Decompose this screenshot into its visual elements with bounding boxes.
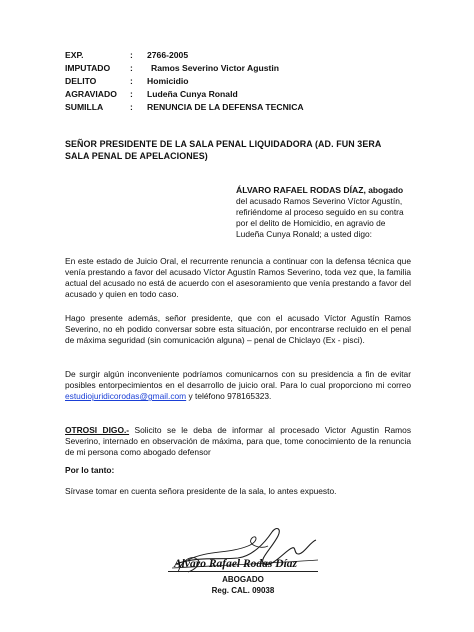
stamp-name: Alvaro Rafael Rodas Díaz	[174, 558, 297, 570]
intro-block	[236, 185, 412, 240]
intro-line-3: refiriéndome al proceso seguido en su contra	[236, 207, 404, 218]
lawyer-name: ÁLVARO RAFAEL RODAS DÍAZ,	[236, 185, 366, 195]
paragraph-contacto	[65, 369, 411, 402]
stamp-registration: Reg. CAL. 09038	[211, 586, 275, 595]
header-key: AGRAVIADO	[65, 89, 117, 99]
header-colon: :	[130, 63, 133, 73]
addressee-title	[65, 138, 410, 162]
header-key: DELITO	[65, 76, 97, 86]
contact-text-before: De surgir algún inconveniente podríamos comunicarnos con su presidencia a fin de evitar posibles entorpecimientos en el desarrollo de juicio oral. Para lo cual proporciono mi correo	[65, 369, 411, 391]
intro-line-5: Ludeña Cunya Ronald; a usted digo:	[236, 229, 372, 240]
stamp-rule	[168, 571, 318, 572]
intro-line-2: del acusado Ramos Severino Víctor Agustín,	[236, 196, 403, 207]
por-lo-tanto: Por lo tanto:	[65, 465, 115, 475]
otrosi-text: Solicito se le deba de informar al procesado Victor Agustin Ramos Severino, internado en observación de máxima, para que, tome conocimiento de la renuncia de mi persona como abogado defensor	[65, 425, 412, 458]
header-colon: :	[130, 102, 133, 112]
header-colon: :	[130, 50, 133, 60]
header-key: SUMILLA	[65, 102, 104, 112]
paragraph-otrosi	[65, 425, 411, 458]
lawyer-role: abogado	[365, 185, 404, 195]
header-value: RENUNCIA DE LA DEFENSA TECNICA	[147, 102, 304, 112]
email-link[interactable]: estudiojuridicorodas@gmail.com	[65, 391, 187, 402]
paragraph-hago-presente: Hago presente además, señor presidente, que con el acusado Víctor Agustín Ramos Severino, no eh podido conversar sobre esta situación, por encontrarse recluido en el penal de máxima seguridad (sin comunicación alguna) – penal de Chiclayo (Ex - pisci).	[65, 313, 411, 346]
header-value: Homicidio	[147, 76, 189, 86]
header-value: Ramos Severino Victor Agustin	[151, 63, 279, 73]
header-value: Ludeña Cunya Ronald	[147, 89, 238, 99]
signature-stamp	[168, 520, 328, 606]
header-key: IMPUTADO	[65, 63, 111, 73]
addressee-line-2: SALA PENAL DE APELACIONES)	[65, 151, 208, 161]
header-key: EXP.	[65, 50, 84, 60]
stamp-role: ABOGADO	[222, 575, 264, 584]
addressee-line-1: SEÑOR PRESIDENTE DE LA SALA PENAL LIQUIDADORA (AD. FUN 3ERA	[65, 139, 382, 149]
header-value: 2766-2005	[147, 50, 189, 60]
header-colon: :	[130, 76, 133, 86]
contact-text-after: y teléfono 978165323.	[186, 391, 272, 402]
otrosi-label: OTROSI DIGO.-	[65, 425, 130, 435]
paragraph-renuncia: En este estado de Juicio Oral, el recurrente renuncia a continuar con la defensa técnica que venía prestando a favor del acusado Víctor Agustín Ramos Severino, toda vez que, la familia actual del acusado no está de acuerdo con el asesoramiento que venía prestando a favor del acusado y quien en todo caso.	[65, 256, 411, 300]
intro-line-4: por el delito de Homicidio, en agravio de	[236, 218, 386, 229]
header-colon: :	[130, 89, 133, 99]
closing-line: Sírvase tomar en cuenta señora presidente de la sala, lo antes expuesto.	[65, 486, 337, 496]
